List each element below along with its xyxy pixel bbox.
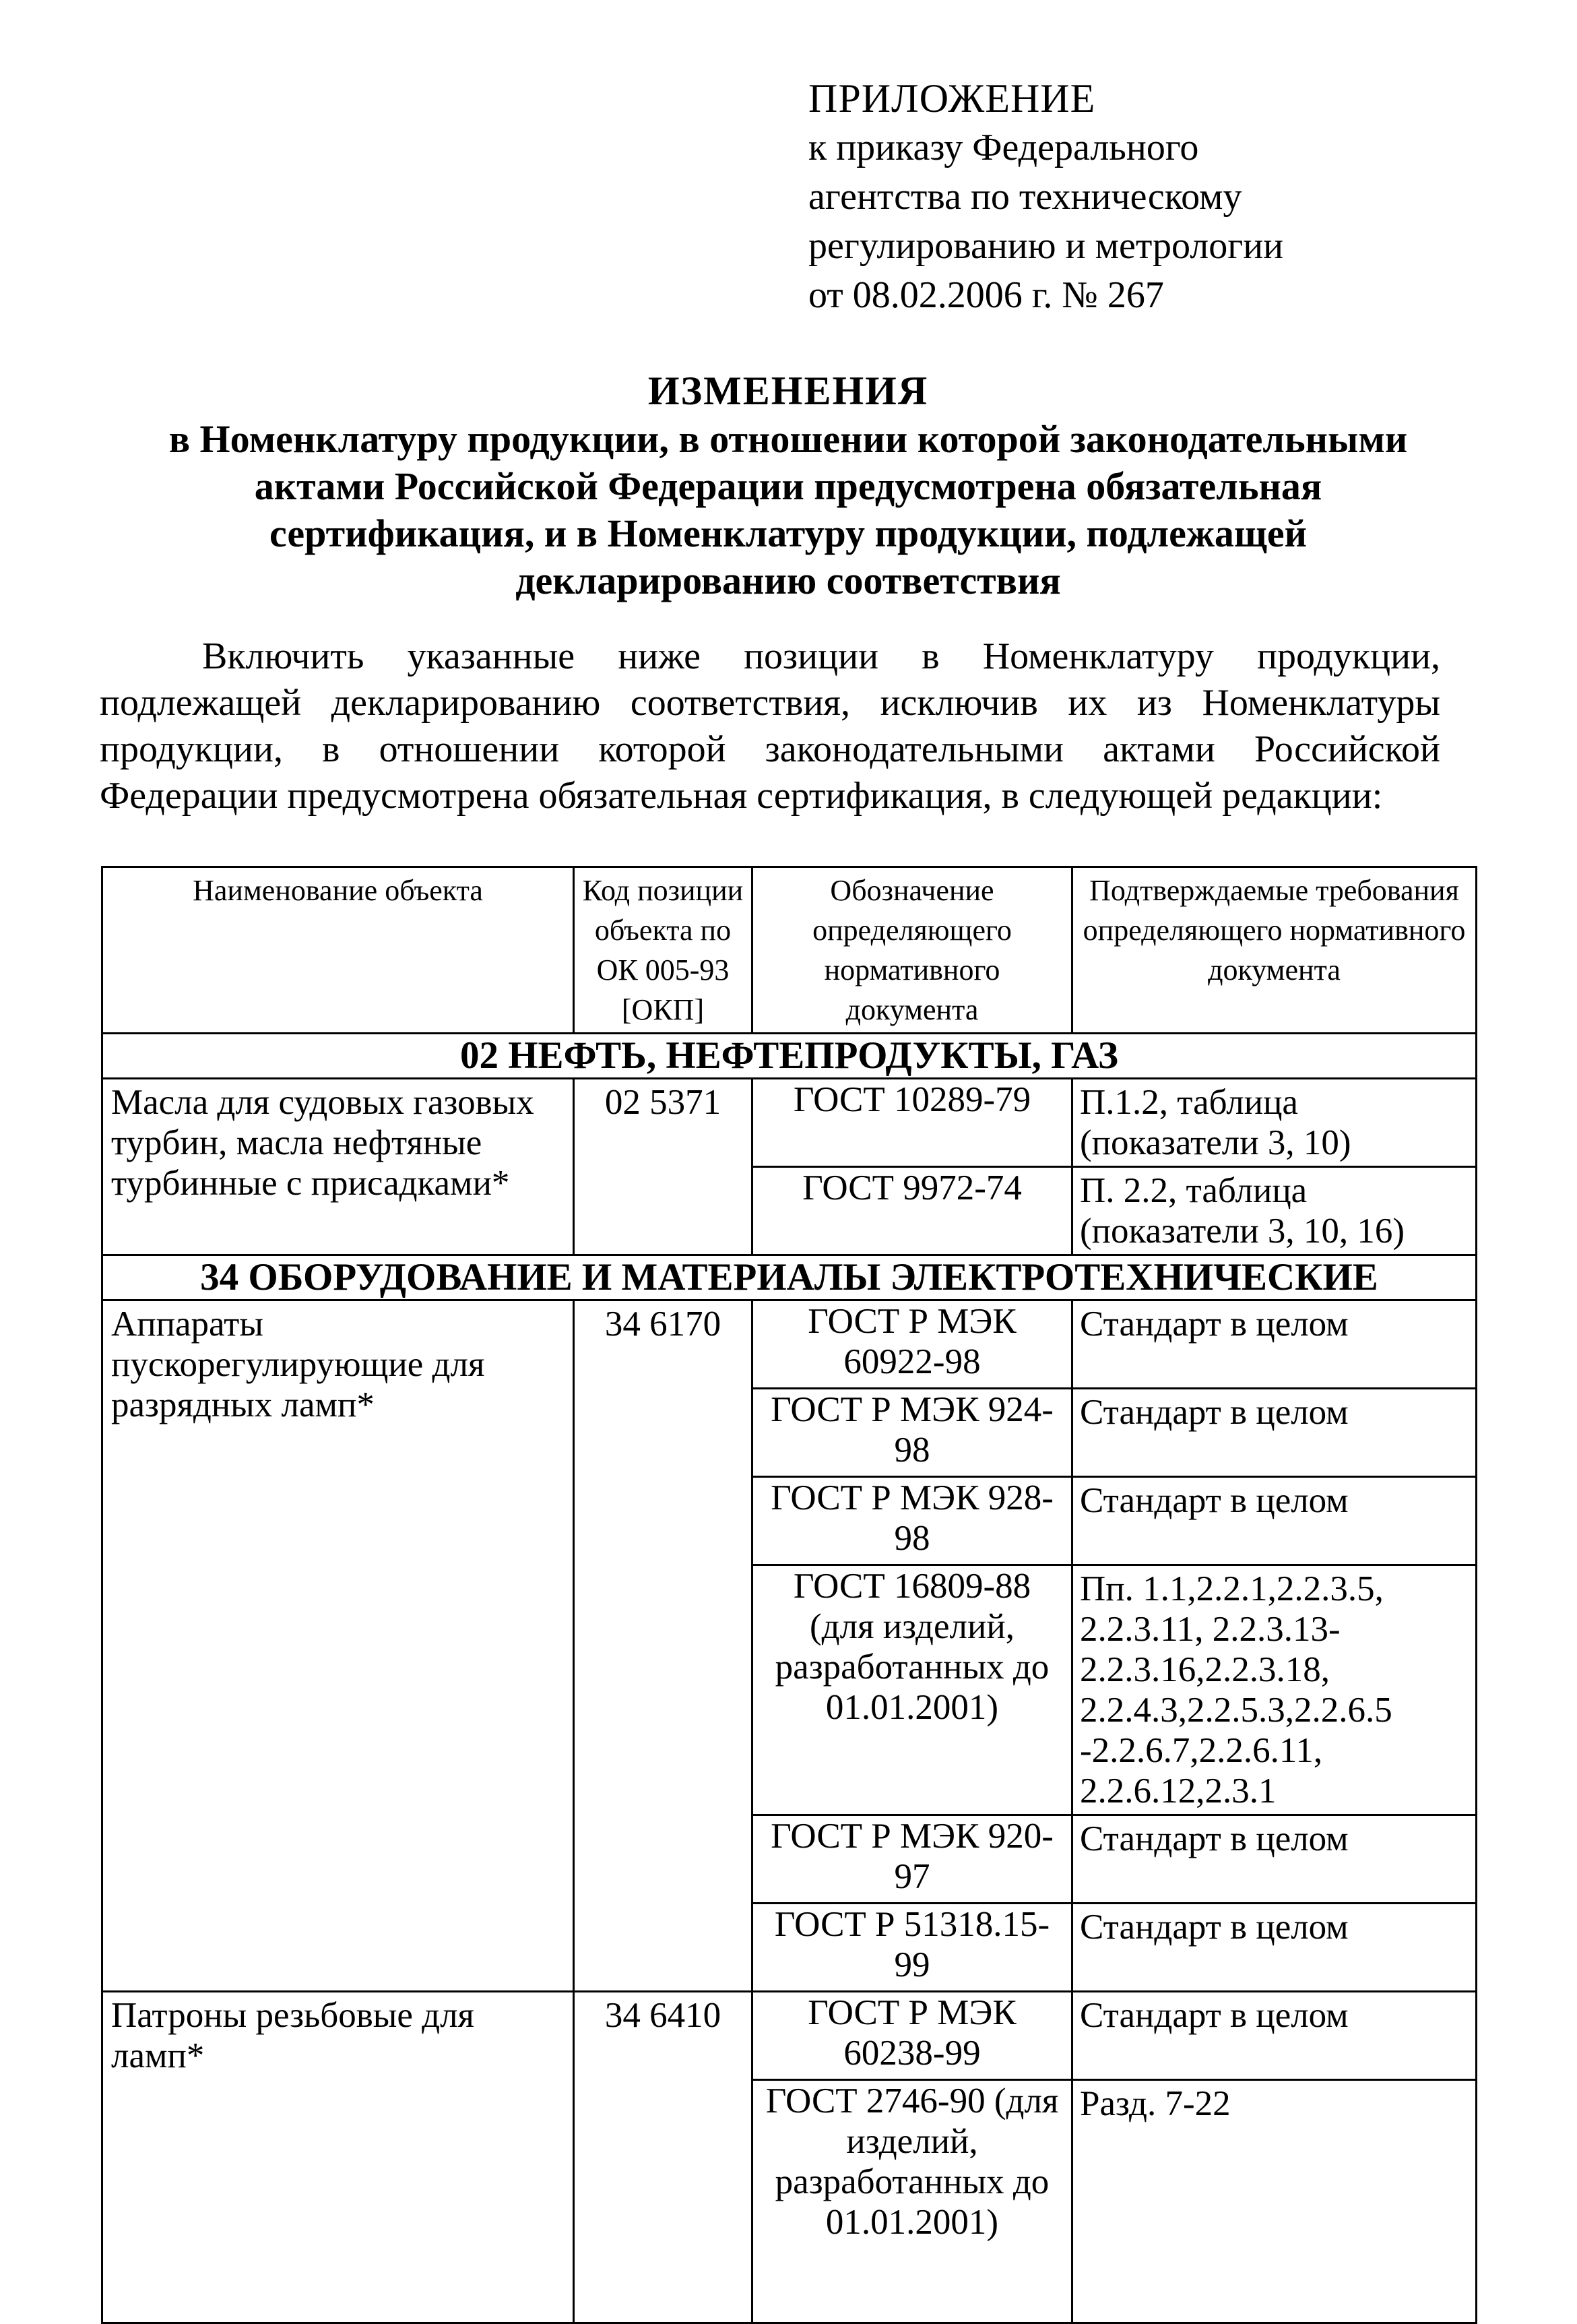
section-title: 02 НЕФТЬ, НЕФТЕПРОДУКТЫ, ГАЗ [102, 1034, 1477, 1079]
standard-designation: ГОСТ Р МЭК 920-97 [752, 1815, 1072, 1904]
approval-block [808, 74, 1283, 320]
requirements: П. 2.2, таблица (показатели 3, 10, 16) [1072, 1167, 1477, 1255]
document-subtitle: актами Российской Федерации предусмотрена обязательная [254, 464, 1322, 508]
intro-paragraph: Включить указанные ниже позиции в Номенклатуру продукции, подлежащей декларированию соответствия, исключив их из Номенклатуры продукции, в отношении которой законодательными актами Российской Федерации предусмотрена обязательная сертификация, в следующей редакции: [100, 635, 1440, 817]
document-heading [88, 367, 1489, 604]
standard-designation: ГОСТ 9972-74 [752, 1167, 1072, 1255]
requirements: Стандарт в целом [1072, 1904, 1477, 1992]
requirements: Стандарт в целом [1072, 1300, 1477, 1389]
object-code: 02 5371 [574, 1079, 752, 1255]
object-name: Масла для судовых газовых турбин, масла нефтяные турбинные с присадками* [102, 1079, 574, 1255]
requirements: Стандарт в целом [1072, 1477, 1477, 1565]
standard-designation: ГОСТ 2746-90 (для изделий, разработанных до 01.01.2001) [752, 2080, 1072, 2323]
requirements: Стандарт в целом [1072, 1389, 1477, 1477]
standard-designation: ГОСТ Р 51318.15-99 [752, 1904, 1072, 1992]
requirements: П.1.2, таблица (показатели 3, 10) [1072, 1079, 1477, 1167]
requirements: Стандарт в целом [1072, 1992, 1477, 2080]
section-row [102, 1255, 1477, 1300]
document-subtitle: декларированию соответствия [515, 559, 1061, 602]
object-name: Патроны резьбовые для ламп* [102, 1992, 574, 2323]
table-row [102, 1079, 1477, 1167]
object-code: 34 6170 [574, 1300, 752, 1992]
object-name: Аппараты пускорегулирующие для разрядных ламп* [102, 1300, 574, 1992]
standard-designation: ГОСТ Р МЭК 60922-98 [752, 1300, 1072, 1389]
object-code: 34 6410 [574, 1992, 752, 2323]
column-header-code: Код позиции объекта по ОК 005-93 [ОКП] [574, 867, 752, 1034]
requirements: Разд. 7-22 [1072, 2080, 1477, 2323]
standard-designation: ГОСТ Р МЭК 928-98 [752, 1477, 1072, 1565]
document-title: ИЗМЕНЕНИЯ [647, 369, 929, 413]
standard-designation: ГОСТ 10289-79 [752, 1079, 1072, 1167]
approval-date-number: от 08.02.2006 г. № 267 [808, 274, 1164, 316]
standard-designation: ГОСТ Р МЭК 924-98 [752, 1389, 1072, 1477]
approval-title: ПРИЛОЖЕНИЕ [808, 76, 1096, 121]
table-row [102, 1992, 1477, 2080]
document-subtitle: сертификация, и в Номенклатуру продукции, подлежащей [269, 511, 1308, 555]
column-header-requirements: Подтверждаемые требования определяющего нормативного документа [1072, 867, 1477, 1034]
column-header-name: Наименование объекта [102, 867, 574, 1034]
column-header-document: Обозначение определяющего нормативного документа [752, 867, 1072, 1034]
standard-designation: ГОСТ 16809-88 (для изделий, разработанных до 01.01.2001) [752, 1565, 1072, 1815]
table-header-row [102, 867, 1477, 1034]
section-row [102, 1034, 1477, 1079]
table-row [102, 1300, 1477, 1389]
document-subtitle: в Номенклатуру продукции, в отношении которой законодательными [168, 417, 1408, 461]
nomenclature-table [101, 866, 1477, 2324]
approval-line: к приказу Федерального [808, 127, 1199, 168]
approval-line: регулированию и метрологии [808, 225, 1284, 267]
standard-designation: ГОСТ Р МЭК 60238-99 [752, 1992, 1072, 2080]
requirements: Стандарт в целом [1072, 1815, 1477, 1904]
approval-line: агентства по техническому [808, 176, 1242, 218]
requirements: Пп. 1.1,2.2.1,2.2.3.5, 2.2.3.11, 2.2.3.13-2.2.3.16,2.2.3.18, 2.2.4.3,2.2.5.3,2.2.6.5 -2.2.6.7,2.2.6.11, 2.2.6.12,2.3.1 [1072, 1565, 1477, 1815]
section-title: 34 ОБОРУДОВАНИЕ И МАТЕРИАЛЫ ЭЛЕКТРОТЕХНИЧЕСКИЕ [102, 1255, 1477, 1300]
